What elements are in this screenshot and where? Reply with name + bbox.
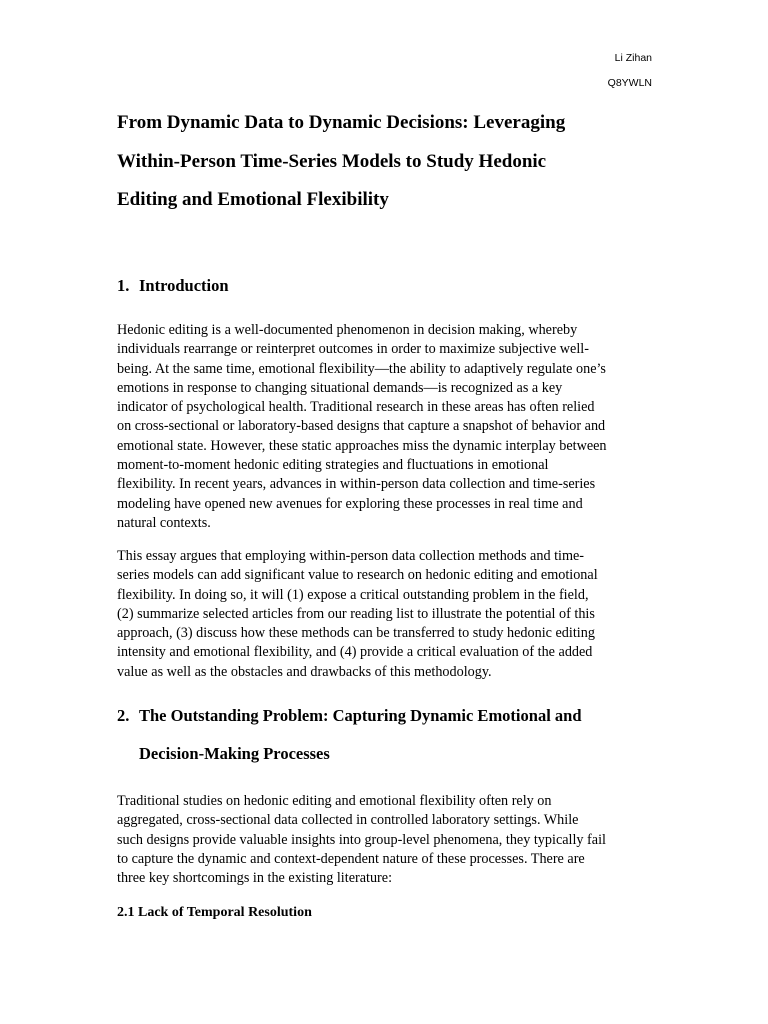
text-line: indicator of psychological health. Traditional research in these areas has often relied bbox=[117, 399, 595, 416]
text-line: being. At the same time, emotional flexibility—the ability to adaptively regulate one’s bbox=[117, 360, 606, 377]
section-1-heading bbox=[117, 267, 229, 305]
section-title: Introduction bbox=[139, 276, 229, 295]
text-line: to capture the dynamic and context-dependent nature of these processes. There are bbox=[117, 850, 585, 867]
title-line: Editing and Emotional Flexibility bbox=[117, 189, 389, 210]
student-id: Q8YWLN bbox=[607, 77, 652, 89]
text-line: This essay argues that employing within-person data collection methods and time- bbox=[117, 548, 585, 564]
text-line: flexibility. In recent years, advances in within-person data collection and time-series bbox=[117, 476, 596, 493]
title-line: From Dynamic Data to Dynamic Decisions: Leveraging bbox=[117, 112, 566, 133]
text-line: emotions in response to changing situational demands—is recognized as a key bbox=[117, 379, 563, 396]
text-line: Hedonic editing is a well-documented phenomenon in decision making, whereby bbox=[117, 322, 578, 338]
text-line: individuals rearrange or reinterpret outcomes in order to maximize subjective well- bbox=[117, 341, 589, 358]
author-name: Li Zihan bbox=[614, 52, 652, 64]
text-line: series models can add significant value to research on hedonic editing and emotional bbox=[117, 567, 598, 584]
text-line: flexibility. In doing so, it will (1) expose a critical outstanding problem in the field, bbox=[117, 586, 589, 603]
text-line: approach, (3) discuss how these methods can be transferred to study hedonic editing bbox=[117, 625, 595, 642]
text-line: intensity and emotional flexibility, and (4) provide a critical evaluation of the added bbox=[117, 644, 593, 661]
intro-paragraph-1 bbox=[117, 321, 657, 533]
text-line: moment-to-moment hedonic editing strategies and fluctuations in emotional bbox=[117, 457, 549, 474]
text-line: modeling have opened new avenues for exploring these processes in real time and bbox=[117, 495, 583, 512]
title-line: Within-Person Time-Series Models to Study Hedonic bbox=[117, 150, 547, 172]
section-title-line-2: Decision-Making Processes bbox=[139, 744, 330, 763]
text-line: (2) summarize selected articles from our reading list to illustrate the potential of this bbox=[117, 605, 595, 622]
text-line: emotional state. However, these static approaches miss the dynamic interplay between bbox=[117, 437, 607, 454]
problem-paragraph-1 bbox=[117, 792, 657, 888]
text-line: natural contexts. bbox=[117, 514, 211, 531]
section-title-line-1: The Outstanding Problem: Capturing Dynamic Emotional and bbox=[139, 706, 582, 725]
text-line: Traditional studies on hedonic editing and emotional flexibility often rely on bbox=[117, 793, 552, 809]
text-line: such designs provide valuable insights into group-level phenomena, they typically fail bbox=[117, 831, 606, 848]
section-2-heading bbox=[117, 697, 657, 773]
intro-paragraph-2 bbox=[117, 547, 657, 682]
paper-title bbox=[117, 104, 657, 220]
section-number: 2. bbox=[117, 706, 130, 725]
text-line: value as well as the obstacles and drawbacks of this methodology. bbox=[117, 663, 492, 680]
text-line: three key shortcomings in the existing literature: bbox=[117, 870, 393, 887]
text-line: aggregated, cross-sectional data collected in controlled laboratory settings. While bbox=[117, 812, 579, 829]
subsection-2-1-heading: 2.1 Lack of Temporal Resolution bbox=[117, 905, 312, 920]
section-number: 1. bbox=[117, 276, 130, 295]
text-line: on cross-sectional or laboratory-based designs that capture a snapshot of behavior and bbox=[117, 418, 606, 435]
